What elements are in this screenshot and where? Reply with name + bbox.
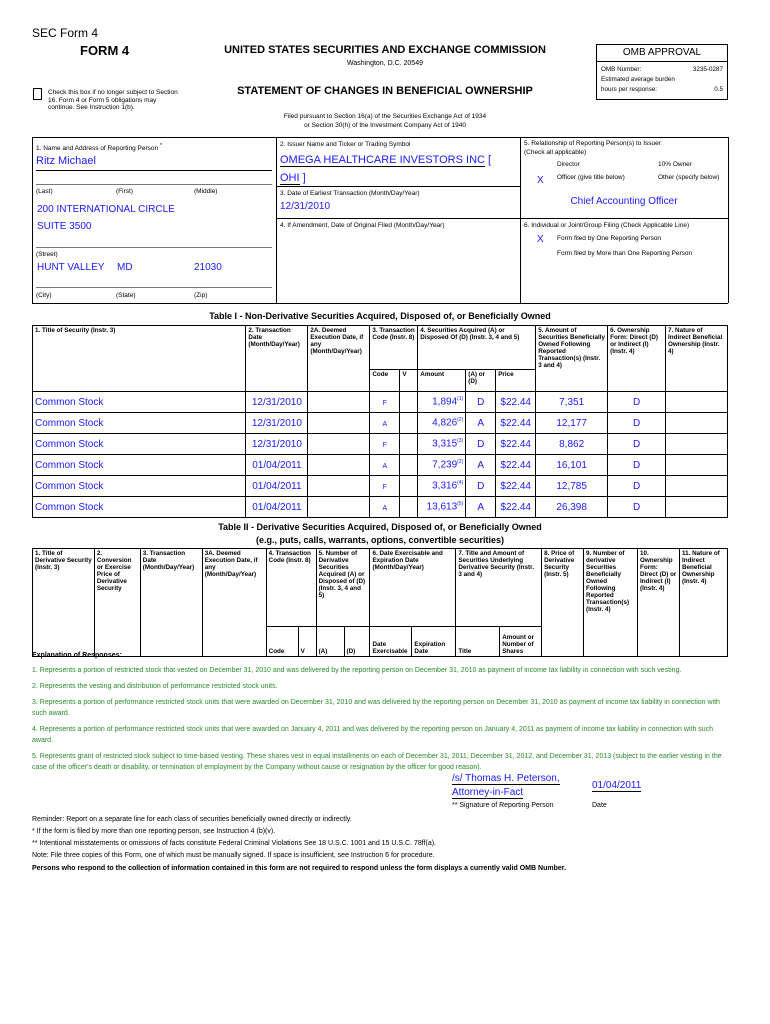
cell-amount-owned: 8,862 [536,434,608,455]
footnote-ref: (2) [457,417,464,424]
table-row [33,476,728,497]
cell-nature-indirect [666,392,728,413]
cell-code: A [370,413,400,434]
footnote-ref: (5) [457,501,464,508]
cell-deemed-date [308,476,370,497]
cell-date: 12/31/2010 [246,434,308,455]
derivative-table [32,548,728,657]
cell-code: F [370,476,400,497]
first-label: (First) [116,188,133,195]
signature-label: ** Signature of Reporting Person [452,802,554,809]
cell-date: 01/04/2011 [246,476,308,497]
cell-title: Common Stock [33,413,246,434]
cell-nature-indirect [666,413,728,434]
cell-title: Common Stock [33,434,246,455]
statement-title: STATEMENT OF CHANGES IN BENEFICIAL OWNERSHIP [237,85,533,97]
t2-col-nature-indirect: 11. Nature of Indirect Beneficial Ownership (Instr. 4) [679,549,727,657]
cell-code: F [370,392,400,413]
cell-amount: 7,239$^{(2)}$ [418,455,466,476]
cell-title: Common Stock [33,476,246,497]
table-row [33,392,728,413]
table-row [33,455,728,476]
footer-omb-notice: Persons who respond to the collection of information contained in this form are not required to respond unless the form displays a currently valid OMB Number. [32,865,567,872]
cell-a-or-d: A [466,497,496,518]
cell-a-or-d: D [466,434,496,455]
cell-amount-owned: 12,785 [536,476,608,497]
street-line2[interactable]: SUITE 3500 [37,221,92,232]
explanation-notes [32,665,728,778]
filed-pursuant-line1: Filed pursuant to Section 16(a) of the Securities Exchange Act of 1934 [283,113,487,120]
cell-price: $22.44 [496,455,536,476]
cell-a-or-d: D [466,392,496,413]
cell-date: 01/04/2011 [246,497,308,518]
table-row [33,497,728,518]
cell-code: A [370,455,400,476]
cell-deemed-date [308,434,370,455]
cell-nature-indirect [666,497,728,518]
footer-instruction: * If the form is filed by more than one reporting person, see Instruction 4 (b)(v). [32,828,276,835]
footer-reminder: Reminder: Report on a separate line for each class of securities beneficially owned directly or indirectly. [32,816,352,823]
footer-violations: ** Intentional misstatements or omissions of facts constitute Federal Criminal Violations See 18 U.S.C. 1001 and 15 U.S.C. 78ff(a). [32,840,436,847]
cell-nature-indirect [666,434,728,455]
cell-price: $22.44 [496,392,536,413]
col-amount-owned: 5. Amount of Securities Beneficially Owned Following Reported Transaction(s) (Instr. 3 and 4) [536,326,608,392]
form-title: FORM 4 [80,43,130,58]
footnote-ref: (2) [457,459,464,466]
cell-ownership-form: D [608,455,666,476]
omb-number-value: 3235-0287 [692,66,723,73]
subcol-code: Code [370,370,400,392]
city-label: (City) [36,292,52,299]
cell-v [400,455,418,476]
cell-nature-indirect [666,476,728,497]
officer-check-mark[interactable]: X [537,175,544,186]
cell-deemed-date [308,413,370,434]
box4-label: 4. If Amendment, Date of Original Filed (Month/Day/Year) [280,222,445,229]
reporting-person-name[interactable]: Ritz Michael [36,155,272,171]
cell-title: Common Stock [33,392,246,413]
cell-title: Common Stock [33,497,246,518]
date-label: Date [592,802,607,809]
one-reporting-person-option[interactable]: Form filed by One Reporting Person [557,235,662,242]
street-line1[interactable]: 200 INTERNATIONAL CIRCLE [37,204,175,215]
cell-date: 12/31/2010 [246,392,308,413]
one-person-check-mark[interactable]: X [537,234,544,245]
agency-name: UNITED STATES SECURITIES AND EXCHANGE COMMISSION [224,44,546,56]
t2-col-number-derivative: 5. Number of Derivative Securities Acquired (A) or Disposed of (D) (Instr. 3, 4 and 5) [316,549,370,627]
cell-ownership-form: D [608,392,666,413]
cell-amount-owned: 7,351 [536,392,608,413]
omb-number-label: OMB Number: [601,66,642,73]
t2-col-conversion-price: 2. Conversion or Exercise Price of Derivative Security [94,549,140,657]
col-title-of-security: 1. Title of Security (Instr. 3) [33,326,246,392]
cell-code: A [370,497,400,518]
cell-v [400,497,418,518]
footnote-2: 2. Represents the vesting and distribution of performance restricted stock units. [32,683,278,690]
box6-label: 6. Individual or Joint/Group Filing (Check Applicable Line) [524,222,690,229]
cell-amount: 3,315$^{(3)}$ [418,434,466,455]
non-derivative-table [32,325,728,518]
cell-price: $22.44 [496,413,536,434]
cell-v [400,392,418,413]
subcol-amount: Amount [418,370,466,392]
cell-ownership-form: D [608,497,666,518]
col-nature-indirect: 7. Nature of Indirect Beneficial Ownership (Instr. 4) [666,326,728,392]
footnote-5: 5. Represents grant of restricted stock subject to time-based vesting. These shares vest in equal installments on each of December 31, 2011, December 31, 2012, and December 31, 2013 (subject to the earlier vesting in the case of the officer's death or disability, or termination of employment by the Company without cause or resignation by the officer for good reason). [32,753,722,771]
cell-amount-owned: 16,101 [536,455,608,476]
t2-subcol-date-exercisable: Date Exercisable [370,627,412,657]
t2-subcol-d: (D) [344,627,370,657]
zip-value[interactable]: 21030 [194,262,222,273]
footnote-3: 3. Represents a portion of performance restricted stock units that were awarded on December 31, 2010 and was delivered by the reporting person on December 31, 2010 as payment of income tax liability in connection with such award. [32,699,720,717]
t2-subcol-a: (A) [316,627,344,657]
t2-col-deemed-date: 3A. Deemed Execution Date, if any (Month/Day/Year) [202,549,266,657]
cell-ownership-form: D [608,434,666,455]
t2-col-title: 1. Title of Derivative Security (Instr. 3) [33,549,95,657]
footnote-4: 4. Represents a portion of performance restricted stock units that were awarded on January 4, 2011 and was delivered by the reporting person on January 4, 2011 as payment of income tax liability in connection with such award. [32,726,714,744]
checkbox-instruction: Check this box if no longer subject to Section 16. Form 4 or Form 5 obligations may continue. See Instruction 1(b). [48,89,178,111]
col-deemed-execution-date: 2A. Deemed Execution Date, if any (Month/Day/Year) [308,326,370,392]
earliest-transaction-date[interactable]: 12/31/2010 [280,201,331,212]
footer-note: Note: File three copies of this Form, one of which must be manually signed. If space is insufficient, see Instruction 6 for procedure. [32,852,435,859]
subcol-price: Price [496,370,536,392]
signature-name: /s/ Thomas H. Peterson, Attorney-in-Fact [452,773,560,798]
agency-city: Washington, D.C. 20549 [346,60,423,67]
cell-a-or-d: D [466,476,496,497]
issuer-name[interactable]: OMEGA HEALTHCARE INVESTORS INC [ OHI ] [280,154,492,184]
cell-a-or-d: A [466,413,496,434]
footnote-ref: (3) [457,438,464,445]
footnote-1: 1. Represents a portion of restricted stock that vested on December 31, 2010 and was delivered by the reporting person on December 31, 2010 as payment of income tax liability in connection with such vesting. [32,667,682,674]
omb-hours-label: hours per response: [601,86,658,93]
cell-deemed-date [308,497,370,518]
t2-col-transaction-date: 3. Transaction Date (Month/Day/Year) [140,549,202,657]
filed-pursuant-line2: or Section 30(h) of the Investment Company Act of 1940 [304,122,466,129]
table1-title: Table I - Non-Derivative Securities Acquired, Disposed of, or Beneficially Owned [209,311,551,321]
box2-label: 2. Issuer Name and Ticker or Trading Symbol [280,141,411,148]
director-option[interactable]: Director [557,161,580,168]
zip-label: (Zip) [194,292,208,299]
ticker-symbol[interactable]: OHI [280,172,300,184]
t2-subcol-title: Title [456,627,500,657]
cell-title: Common Stock [33,455,246,476]
t2-col-ownership-form: 10. Ownership Form: Direct (D) or Indirect (I) (Instr. 4) [638,549,680,657]
state-label: (State) [116,292,136,299]
table2-title: Table II - Derivative Securities Acquired, Disposed of, or Beneficially Owned [218,522,542,532]
t2-col-transaction-code: 4. Transaction Code (Instr. 8) [266,549,316,627]
multiple-reporting-persons-option[interactable]: Form filed by More than One Reporting Person [557,250,693,257]
t2-subcol-expiration-date: Expiration Date [412,627,456,657]
street-label: (Street) [36,251,58,258]
cell-date: 12/31/2010 [246,413,308,434]
col-securities-acquired-disposed: 4. Securities Acquired (A) or Disposed Of (D) (Instr. 3, 4 and 5) [418,326,536,370]
cell-date: 01/04/2011 [246,455,308,476]
t2-subcol-amount-shares: Amount or Number of Shares [500,627,542,657]
col-ownership-form: 6. Ownership Form: Direct (D) or Indirect (I) (Instr. 4) [608,326,666,392]
signature-date: 01/04/2011 [592,780,642,791]
middle-label: (Middle) [194,188,218,195]
state-value[interactable]: MD [117,262,133,273]
cell-ownership-form: D [608,476,666,497]
cell-amount: 4,826$^{(2)}$ [418,413,466,434]
box5-label: 5. Relationship of Reporting Person(s) to Issuer [524,140,661,147]
cell-deemed-date [308,455,370,476]
cell-amount: 1,894$^{(1)}$ [418,392,466,413]
cell-code: F [370,434,400,455]
cell-amount-owned: 12,177 [536,413,608,434]
table-row [33,413,728,434]
t2-subcol-code: Code [266,627,298,657]
no-longer-subject-checkbox[interactable] [33,88,42,102]
sec-form-label: SEC Form 4 [32,26,99,40]
cell-price: $22.44 [496,497,536,518]
explanation-heading: Explanation of Responses: [32,652,122,659]
last-label: (Last) [36,188,53,195]
cell-nature-indirect [666,455,728,476]
footnote-ref: (4) [457,480,464,487]
cell-amount: 3,316$^{(4)}$ [418,476,466,497]
cell-v [400,476,418,497]
cell-ownership-form: D [608,413,666,434]
table2-subtitle: (e.g., puts, calls, warrants, options, convertible securities) [255,535,505,545]
omb-hours-value: 0.5 [714,86,723,93]
other-option[interactable]: Other (specify below) [658,174,720,181]
t2-col-exercisable-expiration: 6. Date Exercisable and Expiration Date (Month/Day/Year) [370,549,456,627]
officer-option[interactable]: Officer (give title below) [557,174,625,181]
cell-amount: 13,613$^{(5)}$ [418,497,466,518]
box3-label: 3. Date of Earliest Transaction (Month/Day/Year) [280,190,420,197]
col-transaction-date: 2. Transaction Date (Month/Day/Year) [246,326,308,392]
cell-price: $22.44 [496,434,536,455]
cell-deemed-date [308,392,370,413]
cell-v [400,413,418,434]
omb-burden-label: Estimated average burden [601,76,675,83]
city-value[interactable]: HUNT VALLEY [37,262,105,273]
table-row [33,434,728,455]
t2-col-number-owned: 9. Number of derivative Securities Beneficially Owned Following Reported Transaction(s) (Instr. 4) [584,549,638,657]
omb-title: OMB APPROVAL [597,45,727,62]
subcol-a-or-d: (A) or (D) [466,370,496,392]
t2-col-underlying: 7. Title and Amount of Securities Underlying Derivative Security (Instr. 3 and 4) [456,549,542,627]
col-transaction-code: 3. Transaction Code (Instr. 8) [370,326,418,370]
cell-v [400,434,418,455]
cell-price: $22.44 [496,476,536,497]
footnote-ref: (1) [457,396,464,403]
cell-a-or-d: A [466,455,496,476]
subcol-v: V [400,370,418,392]
box1-label: 1. Name and Address of Reporting Person * [36,143,163,153]
ten-percent-owner-option[interactable]: 10% Owner [658,161,692,168]
officer-title[interactable]: Chief Accounting Officer [570,196,678,207]
t2-col-price: 8. Price of Derivative Security (Instr. 5) [542,549,584,657]
omb-approval-box [596,44,728,100]
box5-sublabel: (Check all applicable) [524,149,587,156]
cell-amount-owned: 26,398 [536,497,608,518]
t2-subcol-v: V [298,627,316,657]
